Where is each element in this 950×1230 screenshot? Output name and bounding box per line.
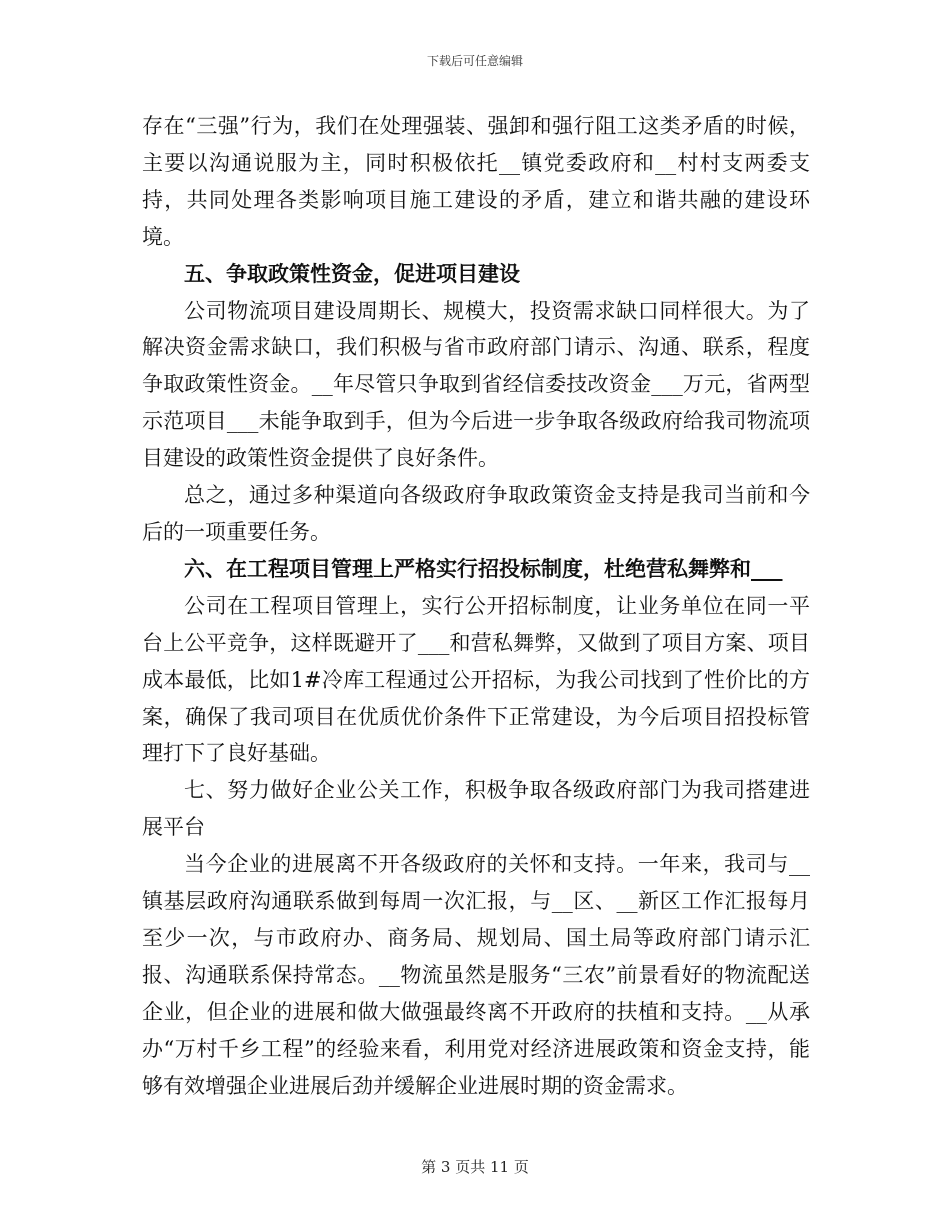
page-header: 下载后可任意编辑 [426, 54, 523, 68]
paragraph-bidding: 公司在工程项目管理上，实行公开招标制度，让业务单位在同一平台上公平竞争，这样既避开了___和营私舞弊，又做到了项目方案、项目成本最低，比如1#冷库工程通过公开招标，为我公司找到了性价比的方案，确保了我司项目在优质优价条件下正常建设，为今后项目招投标管理打下了良好基础。 [142, 593, 810, 766]
document-body [142, 108, 810, 1104]
page-number: 第 3 页共 11 页 [421, 1158, 529, 1176]
section-heading-5: 五、争取政策性资金，促进项目建设 [184, 260, 520, 286]
paragraph-funding: 公司物流项目建设周期长、规模大，投资需求缺口同样很大。为了解决资金需求缺口，我们积极与省市政府部门请示、沟通、联系，程度争取政策性资金。__年尽管只争取到省经信委技改资金___万元，省两型示范项目___未能争取到手，但为今后进一步争取各级政府给我司物流项目建设的政策性资金提供了良好条件。 [142, 298, 810, 471]
paragraph-public-relations: 当今企业的进展离不开各级政府的关怀和支持。一年来，我司与__镇基层政府沟通联系做到每周一次汇报，与__区、__新区工作汇报每月至少一次，与市政府办、商务局、规划局、国土局等政府部门请示汇报、沟通联系保持常态。__物流虽然是服务“三农”前景看好的物流配送企业，但企业的进展和做大做强最终离不开政府的扶植和支持。__从承办“万村千乡工程”的经验来看，利用党对经济进展政策和资金支持，能够有效增强企业进展后劲并缓解企业进展时期的资金需求。 [142, 852, 810, 1098]
paragraph-continuation: 存在“三强”行为，我们在处理强装、强卸和强行阻工这类矛盾的时候，主要以沟通说服为主，同时积极依托__镇党委政府和__村村支两委支持，共同处理各类影响项目施工建设的矛盾，建立和谐共融的建设环境。 [142, 114, 810, 249]
section-heading-7: 七、努力做好企业公关工作，积极争取各级政府部门为我司搭建进展平台 [142, 778, 810, 840]
section-heading-6: 六、在工程项目管理上严格实行招投标制度，杜绝营私舞弊和___ [184, 555, 783, 581]
paragraph-summary: 总之，通过多种渠道向各级政府争取政策资金支持是我司当前和今后的一项重要任务。 [142, 483, 810, 544]
